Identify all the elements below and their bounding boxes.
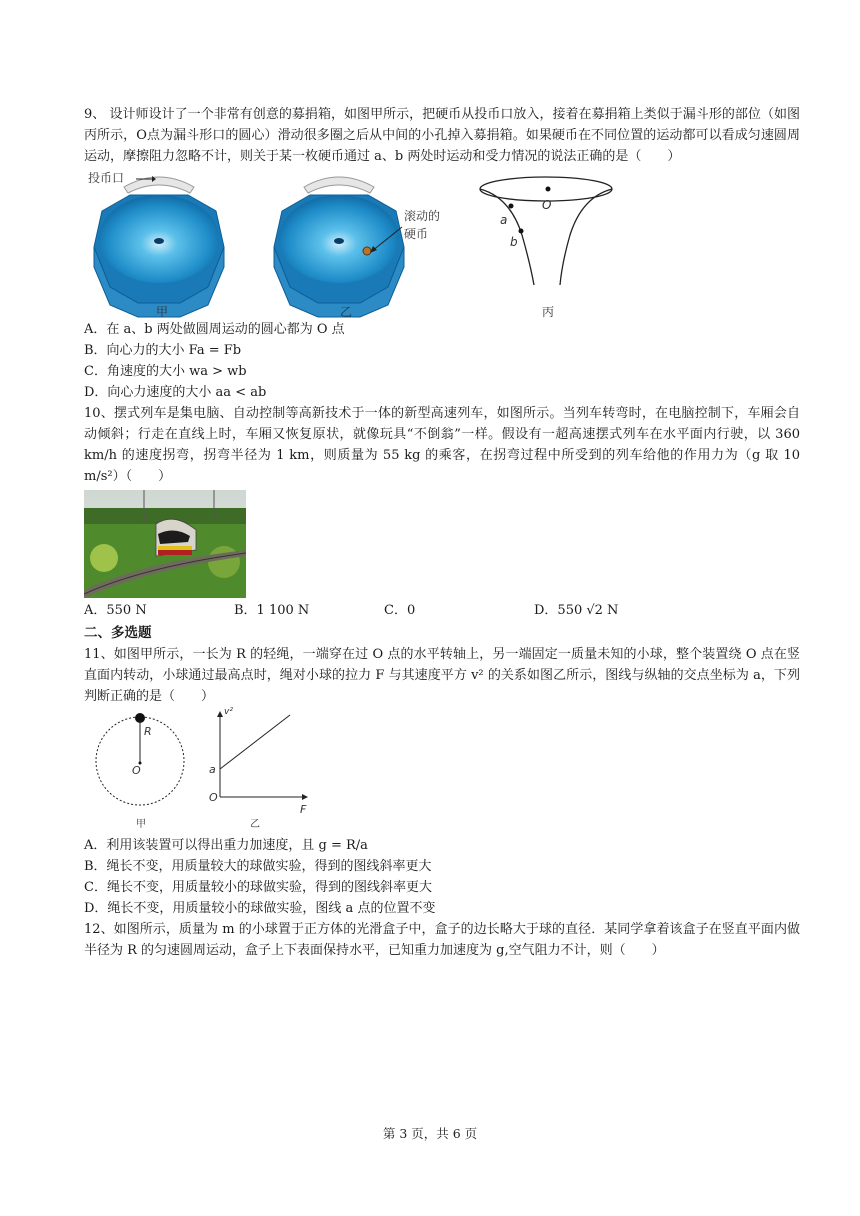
force-velocity-graph-yi [210,711,310,811]
question-9-option-b: B．向心力的大小 Fa = Fb [84,343,242,358]
question-10-option-d: D．550 √2 N [534,603,619,618]
coin-slot-label: 投币口 [88,171,125,185]
caption-yi: 乙 [340,305,353,319]
circle-motion-diagram-jia [88,711,198,811]
question-10-options [84,600,800,622]
question-11-option-b: B．绳长不变，用质量较大的球做实验，得到的图线斜率更大 [84,859,432,874]
coin-pointer-arrow [368,225,404,255]
question-11-option-a: A．利用该装置可以得出重力加速度，且 g = R/a [84,838,368,853]
question-10-text: 10、摆式列车是集电脑、自动控制等高新技术于一体的新型高速列车，如图所示。当列车转弯时，在电脑控制下，车厢会自动倾斜；行走在直线上时，车厢又恢复原状，就像玩具“不倒翁”一样。假设有一超高速摆式列车在水平面内行驶，以 360 km/h 的速度拐弯，拐弯半径为 1 km，则质量为 55 kg 的乘客，在拐弯过程中所受到的列车给他的作用力为（g 取 10 m/s²）（ ） [84,406,800,484]
question-12-text: 12、如图所示，质量为 m 的小球置于正方体的光滑盒子中，盒子的边长略大于球的直径．某同学拿着该盒子在竖直平面内做半径为 R 的匀速圆周运动，盒子上下表面保持水平，已知重力加速度为 g,空气阻力不计，则（ ） [84,922,800,958]
caption-jia: 甲 [156,305,169,319]
question-9-text: 9、 设计师设计了一个非常有创意的募捐箱，如图甲所示，把硬币从投币口放入，接着在募捐箱上类似于漏斗形的部位（如图丙所示，O点为漏斗形口的圆心）滑动很多圈之后从中间的小孔掉入募捐箱。如果硬币在不同位置的运动都可以看成匀速圆周运动，摩擦阻力忽略不计，则关于某一枚硬币通过 a、b 两处时运动和受力情况的说法正确的是（ ） [84,107,800,164]
label-O-jia: O [132,764,141,777]
page-footer: 第 3 页，共 6 页 [382,1126,478,1141]
caption-yi-11: 乙 [250,819,260,830]
funnel-label-O: O [542,198,552,212]
label-F-axis: F [300,803,307,816]
caption-bing: 丙 [542,305,555,319]
funnel-label-b: b [510,235,518,249]
label-O-yi: O [209,791,218,804]
rolling-coin-label: 滚动的硬币 [404,209,441,241]
section-multiple-choice-heading: 二、多选题 [84,625,152,641]
question-9-figures [84,169,800,319]
question-10-option-c: C．0 [384,603,416,618]
question-11-text: 11、如图甲所示，一长为 R 的轻绳，一端穿在过 O 点的水平转轴上，另一端固定一质量未知的小球，整个装置绕 O 点在竖直面内转动，小球通过最高点时，绳对小球的拉力 F 与其速度平方 v² 的关系如图乙所示，图线与纵轴的交点坐标为 a，下列判断正确的是（ ） [84,647,800,704]
label-R: R [144,725,152,738]
question-11-option-d: D．绳长不变，用质量较小的球做实验，图线 a 点的位置不变 [84,901,436,916]
question-10-option-a: A．550 N [84,603,147,618]
tilting-train-photo [84,490,246,598]
funnel-label-a: a [500,213,508,227]
arrow-icon [136,174,156,184]
question-11-figures [84,707,800,830]
question-11-option-c: C．绳长不变，用质量较小的球做实验，得到的图线斜率更大 [84,880,432,895]
question-9-option-c: C．角速度的大小 wa > wb [84,364,247,379]
donation-box-figure-jia [84,169,234,319]
funnel-diagram-bing [474,173,624,293]
exam-page [84,104,800,961]
label-a-intercept: a [209,763,216,776]
label-v-squared: v² [224,707,233,717]
caption-jia-11: 甲 [136,819,146,830]
question-9-option-a: A．在 a、b 两处做圆周运动的圆心都为 O 点 [84,322,345,337]
question-10-option-b: B．1 100 N [234,603,310,618]
question-9-option-d: D．向心力速度的大小 aa < ab [84,385,267,400]
